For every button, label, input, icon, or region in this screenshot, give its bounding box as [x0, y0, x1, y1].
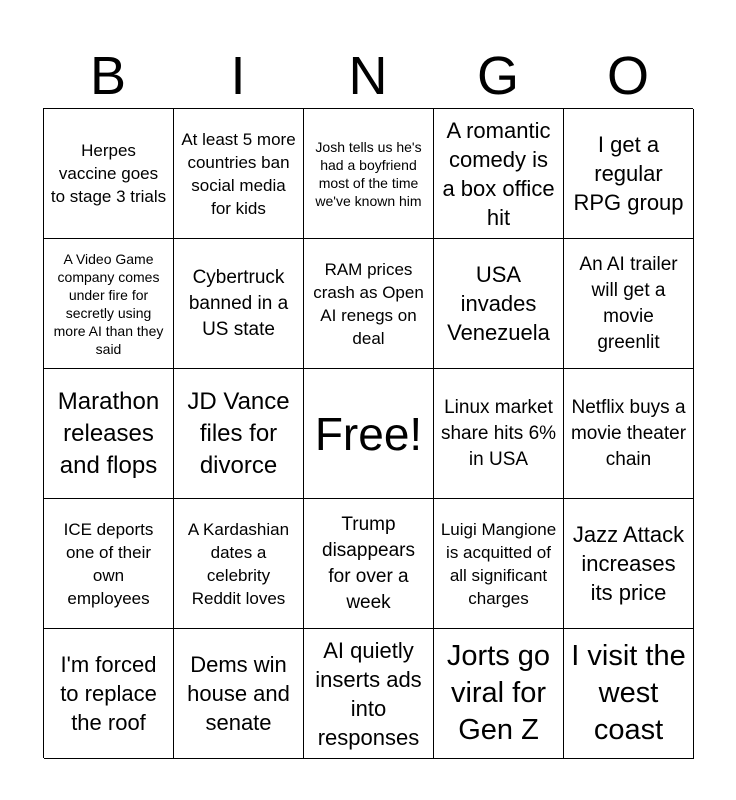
- free-space-text: Free!: [314, 407, 423, 460]
- header-letter-b: B: [89, 46, 127, 106]
- cell-text: Linux market share hits 6% in USA: [440, 396, 557, 470]
- bingo-cell[interactable]: [564, 109, 694, 239]
- cell-text: I get a regular RPG group: [573, 132, 684, 215]
- bingo-cell[interactable]: [174, 239, 304, 369]
- bingo-cell[interactable]: [304, 629, 434, 759]
- cell-text: USA invades Venezuela: [447, 262, 550, 345]
- cell-text: I visit the west coast: [571, 640, 686, 746]
- bingo-cell[interactable]: [564, 499, 694, 629]
- bingo-cell[interactable]: [304, 109, 434, 239]
- header-letter-o: O: [606, 46, 649, 106]
- bingo-cell[interactable]: [434, 499, 564, 629]
- cell-text: Jazz Attack increases its price: [572, 522, 685, 605]
- bingo-cell[interactable]: [434, 369, 564, 499]
- bingo-cell[interactable]: [564, 369, 694, 499]
- cell-text: RAM prices crash as Open AI renegs on deal: [313, 259, 424, 348]
- cell-text: An AI trailer will get a movie greenlit: [579, 253, 678, 353]
- bingo-cell[interactable]: [564, 629, 694, 759]
- bingo-cell[interactable]: [44, 499, 174, 629]
- bingo-cell[interactable]: [44, 369, 174, 499]
- cell-text: A Kardashian dates a celebrity Reddit loves: [187, 519, 290, 608]
- cell-text: ICE deports one of their own employees: [63, 519, 154, 608]
- cell-text: At least 5 more countries ban social media for kids: [181, 129, 296, 218]
- cell-text: AI quietly inserts ads into responses: [315, 637, 422, 750]
- bingo-cell[interactable]: [174, 629, 304, 759]
- free-space-cell[interactable]: [304, 369, 434, 499]
- bingo-cell[interactable]: [434, 239, 564, 369]
- cell-text: Josh tells us he's had a boyfriend most of the time we've known him: [315, 138, 422, 209]
- cell-text: I'm forced to replace the roof: [60, 652, 157, 735]
- bingo-board: [43, 108, 693, 758]
- cell-text: Luigi Mangione is acquitted of all significant charges: [440, 519, 557, 608]
- cell-text: Dems win house and senate: [187, 652, 290, 735]
- header-letter-n: N: [348, 46, 388, 106]
- cell-text: Trump disappears for over a week: [322, 513, 415, 613]
- bingo-cell[interactable]: [564, 239, 694, 369]
- header-letter-i: I: [230, 46, 246, 106]
- cell-text: Marathon releases and flops: [57, 387, 160, 479]
- cell-text: Netflix buys a movie theater chain: [570, 396, 687, 470]
- cell-text: A Video Game company comes under fire for secretly using more AI than they said: [53, 250, 164, 357]
- bingo-cell[interactable]: [174, 499, 304, 629]
- bingo-header: [43, 44, 693, 108]
- header-letter-g: G: [476, 46, 519, 106]
- cell-text: Cybertruck banned in a US state: [188, 266, 289, 340]
- bingo-cell[interactable]: [174, 109, 304, 239]
- bingo-cell[interactable]: [434, 109, 564, 239]
- bingo-cell[interactable]: [434, 629, 564, 759]
- bingo-cell[interactable]: [174, 369, 304, 499]
- bingo-cell[interactable]: [304, 239, 434, 369]
- cell-text: Jorts go viral for Gen Z: [446, 640, 551, 746]
- cell-text: A romantic comedy is a box office hit: [442, 117, 555, 230]
- bingo-cell[interactable]: [44, 109, 174, 239]
- bingo-cell[interactable]: [44, 629, 174, 759]
- bingo-cell[interactable]: [44, 239, 174, 369]
- cell-text: JD Vance files for divorce: [187, 387, 290, 479]
- cell-text: Herpes vaccine goes to stage 3 trials: [50, 141, 167, 206]
- bingo-cell[interactable]: [304, 499, 434, 629]
